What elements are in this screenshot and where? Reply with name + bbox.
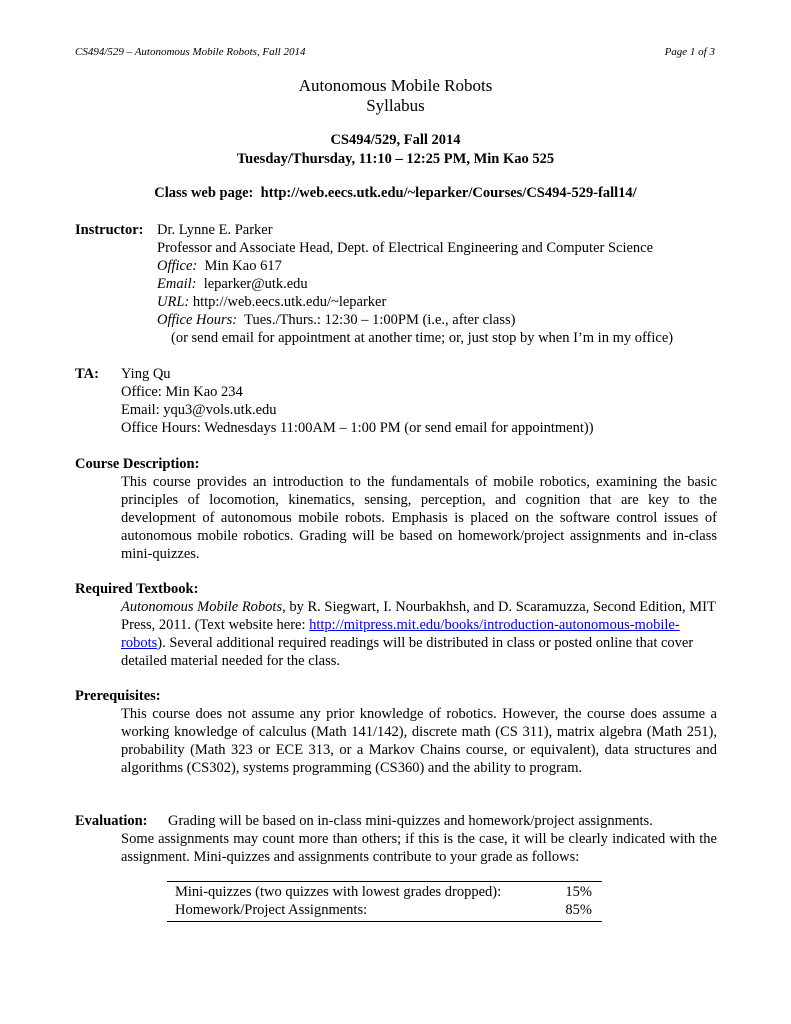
class-web-page [0,184,791,202]
description-text: This course provides an introduction to the fundamentals of mobile robotics, examining the basic principles of locomotion, kinematics, sensing, perception, and cognition that are key to the development of autonomous mobile robots. Emphasis is placed on the software control issues of autonomous mobile robotics. Grading will be based on homework/project assignments and in-class mini-quizzes. [121,474,717,562]
instructor-url [157,293,386,311]
instructor-name: Dr. Lynne E. Parker [157,222,273,238]
ta-hours: Office Hours: Wednesdays 11:00AM – 1:00 PM (or send email for appointment)) [121,420,594,436]
textbook-website-link[interactable]: http://mitpress.mit.edu/books/introduction-autonomous-mobile-robots [121,617,680,651]
textbook-text-part2: ). Several additional required readings will be distributed in class or posted online that cover detailed material needed for the class. [121,635,694,669]
instructor-office-label: Office: [157,258,198,274]
grade-weights-table [167,881,602,922]
instructor-url-label: URL: [157,294,190,310]
grade-item: Mini-quizzes (two quizzes with lowest grades dropped): [175,884,502,900]
description-heading: Course Description: [75,456,200,472]
textbook-text [121,598,717,670]
course-schedule: Tuesday/Thursday, 11:10 – 12:25 PM, Min Kao 525 [236,151,555,167]
textbook-title: Autonomous Mobile Robots [121,599,283,615]
ta-email: Email: yqu3@vols.utk.edu [121,402,277,418]
table-row [167,901,602,919]
instructor-hours-value: Tues./Thurs.: 12:30 – 1:00PM (i.e., after class) [244,312,516,328]
instructor-hours-label: Office Hours: [157,312,238,328]
instructor-hours-note: (or send email for appointment at another time; or, just stop by when I’m in my office) [171,330,674,346]
course-number: CS494/529, Fall 2014 [330,132,461,148]
instructor-label: Instructor: [75,222,144,238]
evaluation-text: Some assignments may count more than others; if this is the case, it will be clearly indicated with the assignment. Mini-quizzes and assignments contribute to your grade as follows: [121,831,717,865]
grade-weight: 15% [565,884,592,900]
instructor-email-label: Email: [157,276,197,292]
evaluation-first-line: Grading will be based on in-class mini-quizzes and homework/project assignments. [168,813,653,829]
prerequisites-text: This course does not assume any prior knowledge of robotics. However, the course does assume a working knowledge of calculus (Math 141/142), discrete math (CS 311), matrix algebra (Math 251), probability (Math 323 or ECE 313, or a Markov Chains course, or equivalent), data structures and algorithms (CS302), systems programming (CS360) and the ability to program. [121,706,717,776]
ta-office: Office: Min Kao 234 [121,384,243,400]
doc-subtitle: Syllabus [366,96,425,115]
instructor-office-value: Min Kao 617 [204,258,282,274]
running-header-title: CS494/529 – Autonomous Mobile Robots, Fall 2014 [75,46,306,58]
textbook-text-part1: , by R. Siegwart, I. Nourbakhsh, and D. Scaramuzza, Second Edition, MIT Press, 2011. (Text website here: [121,599,716,633]
instructor-hours [157,311,515,329]
evaluation-heading: Evaluation: [75,813,148,829]
textbook-heading: Required Textbook: [75,581,199,597]
instructor-url-value[interactable]: http://web.eecs.utk.edu/~leparker [192,294,387,310]
instructor-email-value[interactable]: leparker@utk.edu [203,276,308,292]
page-number: Page 1 of 3 [664,46,715,58]
class-web-page-url[interactable]: http://web.eecs.utk.edu/~leparker/Courses/CS494-529-fall14/ [260,185,637,201]
table-row [167,883,602,901]
grade-weight: 85% [565,902,592,918]
instructor-email [157,275,308,293]
instructor-office [157,257,282,275]
ta-name: Ying Qu [121,366,171,382]
prerequisites-heading: Prerequisites: [75,688,161,704]
doc-title: Autonomous Mobile Robots [298,76,493,95]
instructor-position: Professor and Associate Head, Dept. of Electrical Engineering and Computer Science [157,240,654,256]
grade-item: Homework/Project Assignments: [175,902,368,918]
ta-label: TA: [75,366,99,382]
class-web-page-label: Class web page: [154,185,254,201]
